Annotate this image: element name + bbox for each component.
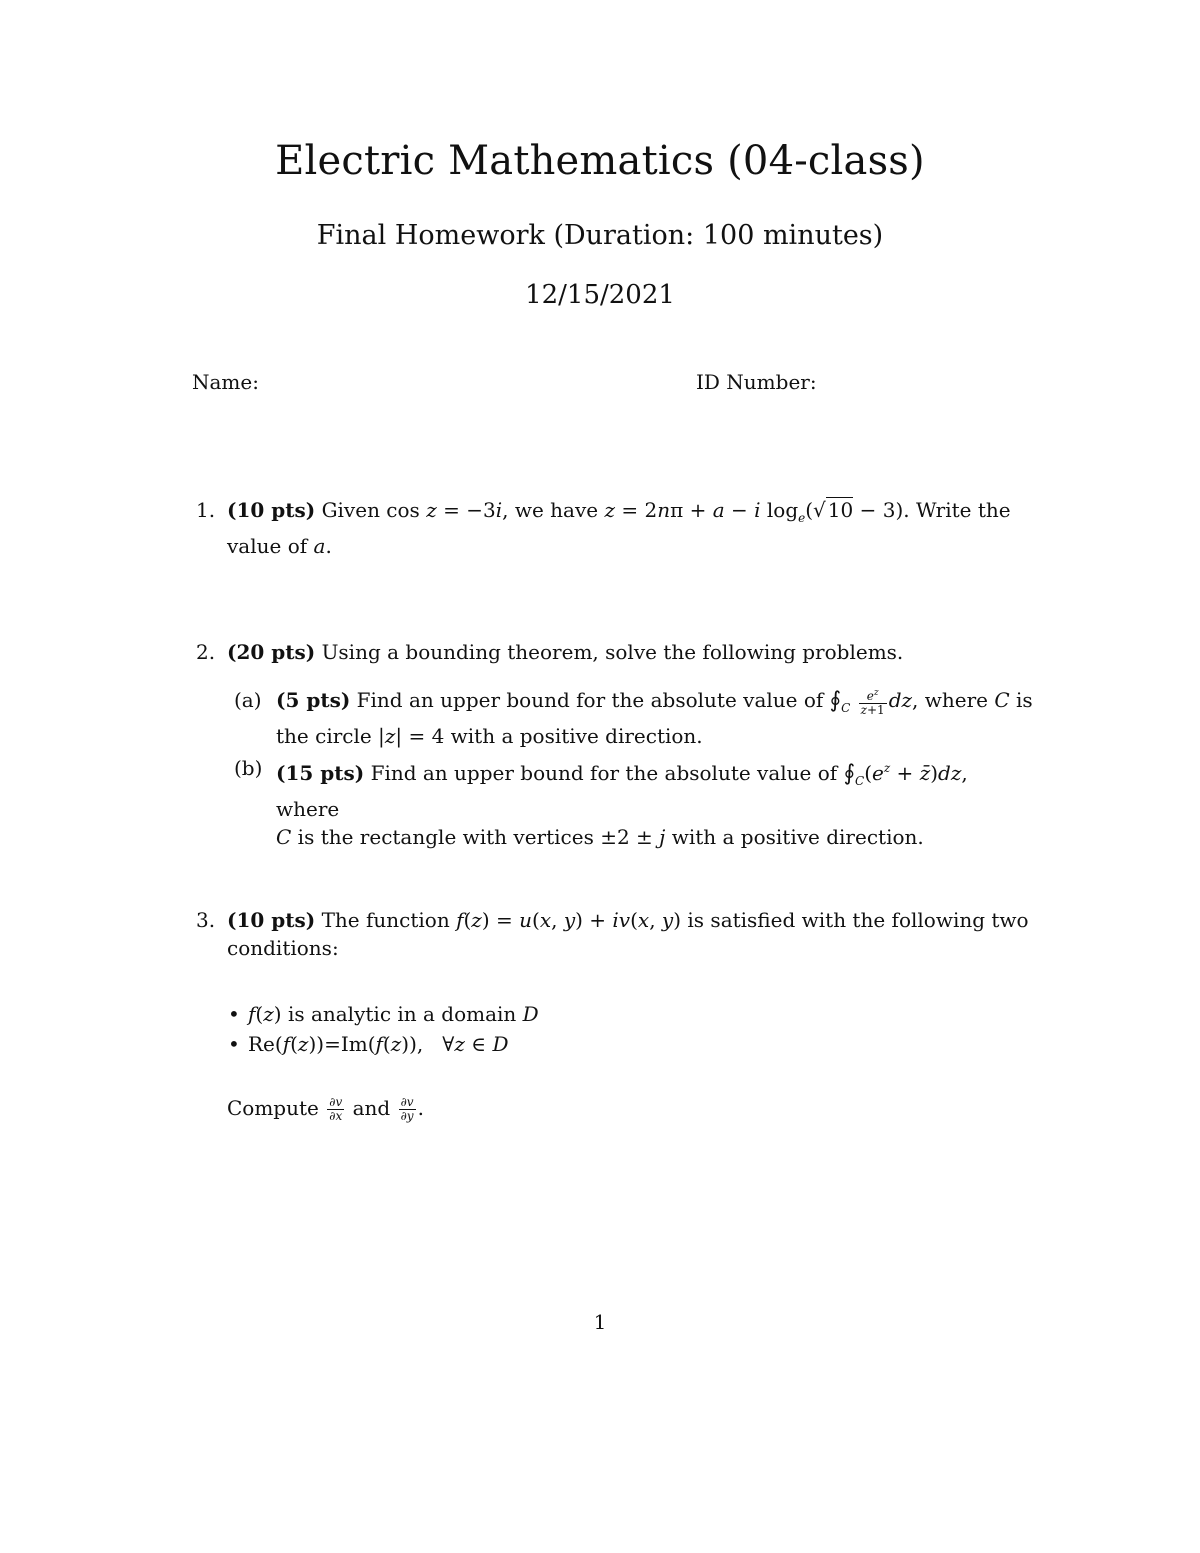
problem-2b-points: (15 pts)	[276, 761, 365, 785]
problem-2-number: 2.	[196, 640, 216, 664]
page-subtitle: Final Homework (Duration: 100 minutes)	[316, 220, 884, 251]
name-label: Name:	[192, 370, 259, 394]
problem-2a-points: (5 pts)	[276, 688, 351, 712]
problem-1-line-2: value of a.	[227, 534, 332, 558]
problem-2a-label: (a)	[234, 688, 262, 712]
page-number: 1	[593, 1310, 607, 1334]
problem-2-text: Using a bounding theorem, solve the following problems.	[321, 640, 904, 664]
date: 12/15/2021	[525, 280, 675, 310]
problem-1-tail: Write the	[915, 498, 1011, 522]
problem-1-line-1: (10 pts) Given cos z = −3i, we have z = 2nπ + a − i $\log_e(√$ 10 − 3). Write the	[227, 498, 1011, 525]
problem-2-points: (20 pts)	[227, 640, 316, 664]
problem-1-number: 1.	[196, 498, 216, 522]
problem-3-compute: Compute $\frac{\partial v}{\partial x}$ and $\frac{\partial v}{\partial y}$ .	[227, 1095, 424, 1123]
problem-3-points: (10 pts)	[227, 908, 316, 932]
problem-3-number: 3.	[196, 908, 216, 932]
problem-1-points: (10 pts)	[227, 498, 316, 522]
page-title: Electric Mathematics (04-class)	[275, 138, 925, 184]
id-number-label: ID Number:	[696, 370, 817, 394]
problem-2b-label: (b)	[234, 756, 263, 780]
